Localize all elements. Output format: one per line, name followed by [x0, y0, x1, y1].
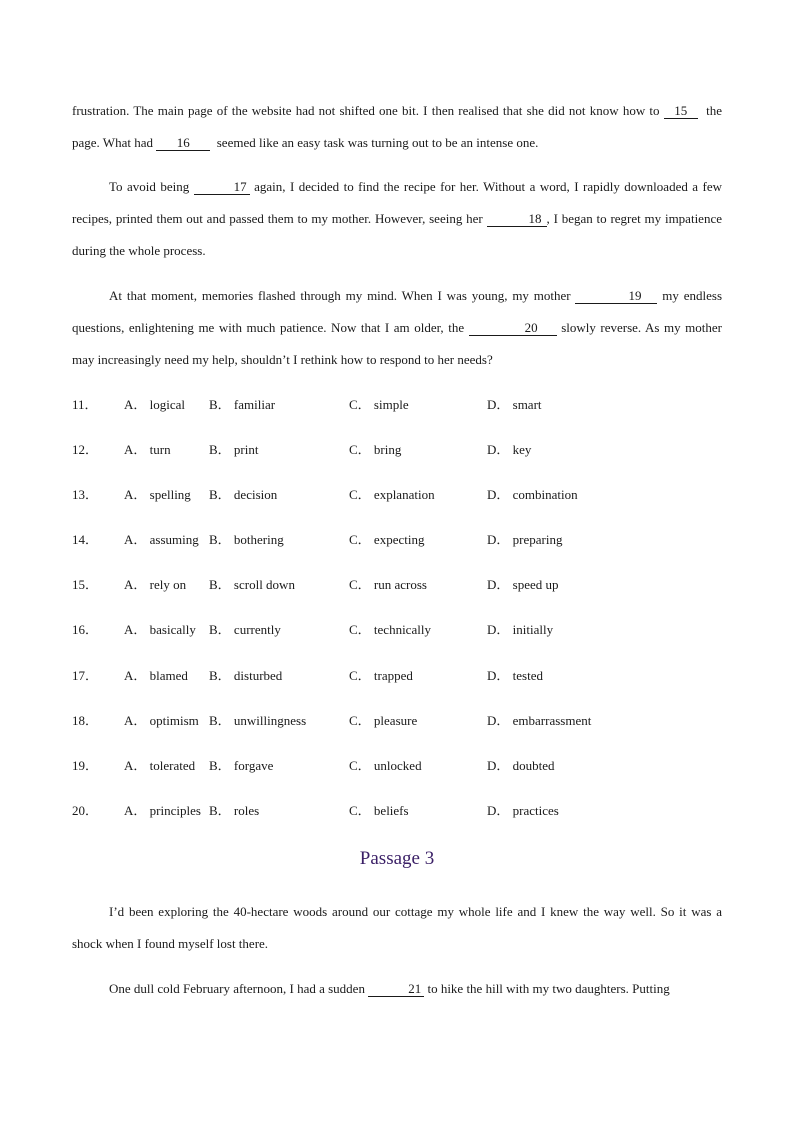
option-d[interactable]: D． initially	[487, 622, 554, 638]
option-c[interactable]: C． bring	[349, 442, 402, 458]
question-number: 14．	[72, 532, 99, 548]
option-a[interactable]: A． spelling	[124, 487, 191, 503]
question-number: 13．	[72, 487, 99, 503]
question-row	[72, 751, 722, 796]
question-number: 17．	[72, 667, 99, 683]
option-a[interactable]: A． logical	[124, 397, 186, 412]
question-number: 12．	[72, 442, 99, 458]
passage-3-heading: Passage 3	[359, 848, 435, 869]
option-a[interactable]: A． tolerated	[124, 757, 196, 773]
option-c[interactable]: C． simple	[349, 397, 409, 412]
option-a[interactable]: A． basically	[124, 622, 196, 638]
option-b[interactable]: B． unwillingness	[209, 712, 307, 728]
answer-options	[72, 390, 722, 841]
question-row	[72, 480, 722, 525]
option-c[interactable]: C． trapped	[349, 667, 413, 683]
option-a[interactable]: A． rely on	[124, 577, 187, 593]
option-a[interactable]: A． assuming	[124, 532, 199, 548]
question-number: 18．	[72, 712, 99, 728]
option-c[interactable]: C． expecting	[349, 532, 425, 548]
blank-17[interactable]: 17	[194, 180, 250, 195]
blank-18[interactable]: 18	[487, 212, 547, 227]
question-row	[72, 796, 722, 841]
question-row	[72, 570, 722, 615]
option-d[interactable]: D． key	[487, 442, 532, 458]
option-b[interactable]: B． familiar	[209, 397, 276, 412]
blank-21[interactable]: 21	[368, 982, 424, 997]
question-row	[72, 435, 722, 480]
option-d[interactable]: D． practices	[487, 802, 559, 818]
option-b[interactable]: B． forgave	[209, 757, 274, 773]
blank-16[interactable]: 16	[156, 136, 210, 151]
option-d[interactable]: D． embarrassment	[487, 712, 592, 728]
option-c[interactable]: C． run across	[349, 577, 427, 593]
option-d[interactable]: D． tested	[487, 667, 543, 683]
option-b[interactable]: B． roles	[209, 802, 260, 818]
blank-19[interactable]: 19	[575, 289, 657, 304]
option-b[interactable]: B． disturbed	[209, 667, 283, 683]
option-c[interactable]: C． beliefs	[349, 802, 409, 818]
question-number: 11．	[72, 397, 98, 412]
paragraph-memories: At that moment, memories flashed through my mind. When I was young, my mother 19 my endless questions, enlightening me with much patience. Now that I am older, the 20 slowly reverse. As my mother may increasingly need my help, shouldn’t I rethink how to respond to her needs?	[72, 288, 723, 367]
option-c[interactable]: C． unlocked	[349, 757, 422, 773]
question-number: 16．	[72, 622, 99, 638]
option-c[interactable]: C． explanation	[349, 487, 435, 503]
option-d[interactable]: D． smart	[487, 397, 542, 412]
paragraph-exploring: I’d been exploring the 40-hectare woods around our cottage my whole life and I knew the way well. So it was a shock when I found myself lost there.	[72, 904, 722, 951]
question-row	[72, 661, 722, 706]
option-b[interactable]: B． decision	[209, 487, 278, 503]
option-a[interactable]: A． principles	[124, 802, 201, 818]
option-a[interactable]: A． turn	[124, 442, 171, 458]
question-number: 20．	[72, 802, 99, 818]
option-d[interactable]: D． doubted	[487, 757, 555, 773]
question-row	[72, 390, 722, 435]
question-number: 19．	[72, 757, 99, 773]
paragraph-frustration: frustration. The main page of the website had not shifted one bit. I then realised that she did not know how to 15 the page. What had 16 seemed like an easy task was turning out to be an intense one.	[72, 103, 722, 150]
question-row	[72, 525, 722, 570]
question-row	[72, 615, 722, 660]
option-a[interactable]: A． optimism	[124, 712, 199, 728]
option-a[interactable]: A． blamed	[124, 667, 188, 683]
option-d[interactable]: D． preparing	[487, 532, 563, 548]
paragraph-dull-afternoon: One dull cold February afternoon, I had a sudden 21 to hike the hill with my two daughters. Putting	[109, 981, 670, 996]
option-b[interactable]: B． currently	[209, 622, 281, 638]
question-number: 15．	[72, 577, 99, 593]
option-c[interactable]: C． technically	[349, 622, 431, 638]
option-c[interactable]: C． pleasure	[349, 712, 418, 728]
paragraph-avoid: To avoid being 17 again, I decided to find the recipe for her. Without a word, I rapidly downloaded a few recipes, printed them out and passed them to my mother. However, seeing her 18 , I began to regret my impatience during the whole process.	[72, 179, 722, 258]
option-b[interactable]: B． scroll down	[209, 577, 295, 593]
blank-20[interactable]: 20	[469, 321, 557, 336]
option-b[interactable]: B． print	[209, 442, 259, 458]
question-row	[72, 706, 722, 751]
option-d[interactable]: D． speed up	[487, 577, 559, 593]
option-b[interactable]: B． bothering	[209, 532, 284, 548]
option-d[interactable]: D． combination	[487, 487, 578, 503]
blank-15[interactable]: 15	[664, 104, 698, 119]
